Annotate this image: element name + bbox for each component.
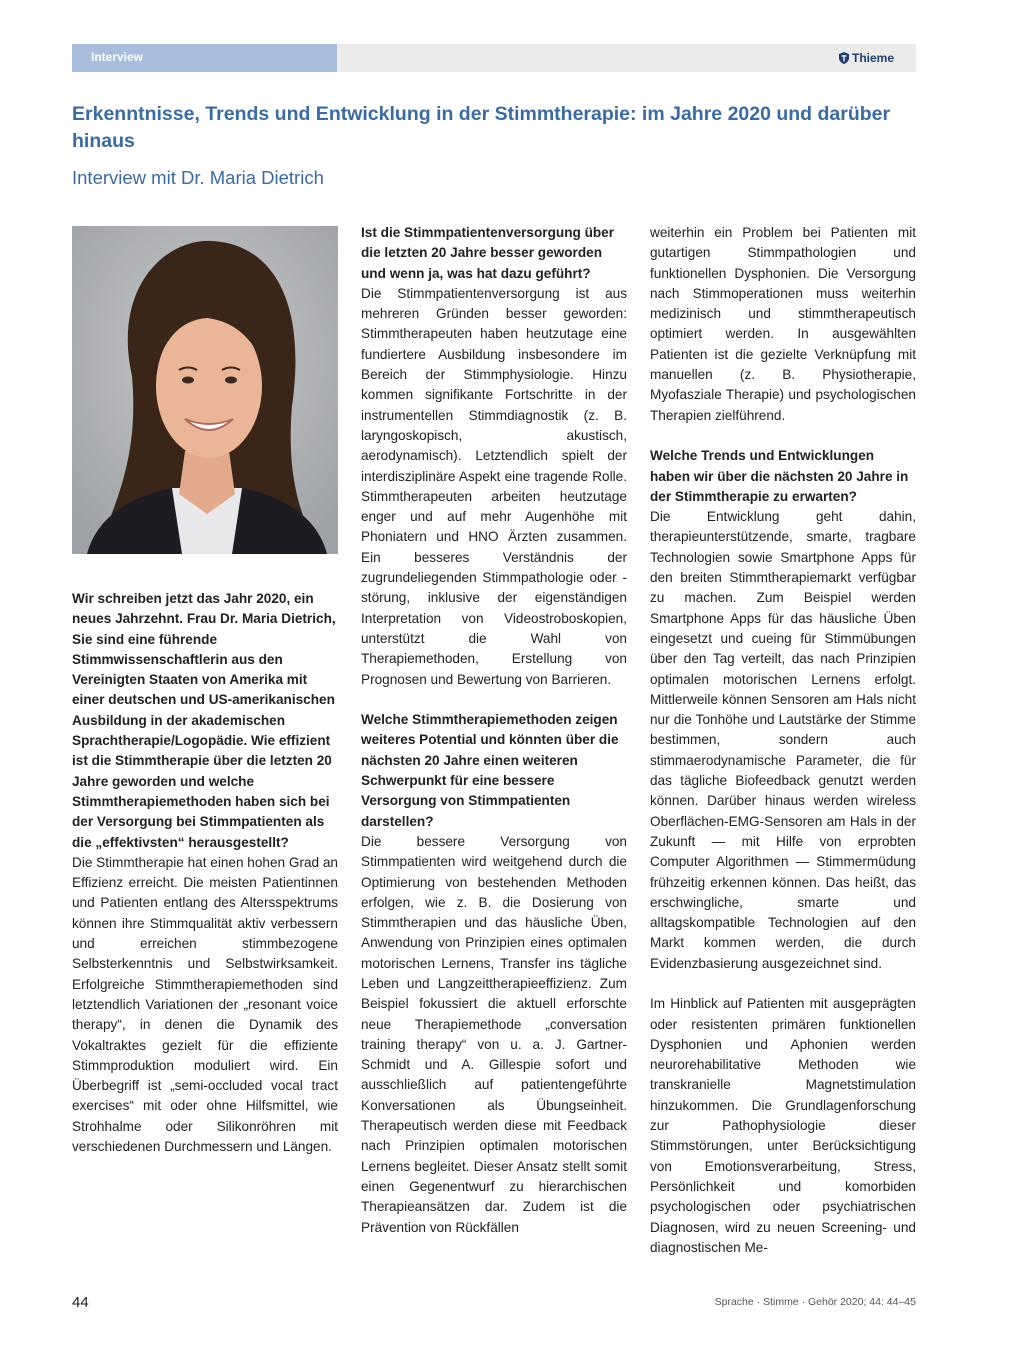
answer-3: Die bessere Versorgung von Stimmpatienten wird weitgehend durch die Optimierung von bestehenden Methoden erfolgen, wie z. B. die Dosierung von Stimmtherapien und das häusliche Üben, Anwendung von Prinzipien eines optimalen motorischen Lernens, Transfer ins tägliche Leben und Langzeittherapieeffizienz. Zum Beispiel fokussiert die aktuell erforschte neue Therapiemethode „conversation training therapy“ von u. a. J. Gartner-Schmidt und A. Gillespie sofort und ausschließlich auf patientengeführte Konversationen als Übungseinheit. Therapeutisch werden diese mit Feedback nach Prinzipien optimalen motorischen Lernens begleitet. Dieser Ansatz stellt somit einen Gegenentwurf zu hierarchischen Therapieansätzen dar. Zudem ist die Prävention von Rückfällen: [361, 833, 627, 1235]
question-3: Welche Stimmtherapiemethoden zeigen weiteres Potential und könnten über die nächsten 20 Jahre einen weiteren Schwerpunkt für eine bessere Versorgung von Stimmpatienten darstellen?: [361, 712, 619, 829]
paragraph-gap: [650, 426, 916, 446]
section-label: Interview: [91, 50, 144, 64]
section-tab: [72, 44, 337, 72]
answer-2: Die Stimmpatientenversorgung ist aus mehreren Gründen besser geworden: Stimmtherapeuten haben heutzutage eine fundiertere Ausbildung insbesondere im Bereich der Stimmphysiologie. Hinzu kommen signifikante Fortschritte in der instrumentellen Stimmdiagnostik (z. B. laryngoskopisch, akustisch, aerodynamisch). Letztendlich spielt der interdisziplinäre Aspekt eine tragende Rolle. Stimmtherapeuten arbeiten heutzutage enger und auf mehr Augenhöhe mit Phoniatern und HNO Ärzten zusammen. Ein besseres Verständnis der zugrundeliegenden Stimmpathologie oder -störung, inklusive der eigenständigen Interpretation von Videostroboskopien, unterstützt die Wahl von Therapiemethoden, Erstellung von Prognosen und Bewertung von Barrieren.: [361, 285, 627, 687]
answer-4: Die Entwicklung geht dahin, therapieunterstützende, smarte, tragbare Technologien sowie Smartphone Apps für den breiten Stimmtherapiemarkt verfügbar zu machen. Zum Beispiel werden Smartphone Apps für das häusliche Üben eingesetzt und cueing für Stimmübungen über den Tag verteilt, das nach Prinzipien optimalen motorischen Lernens erfolgt. Mittlerweile können Sensoren am Hals nicht nur die Tonhöhe und Lautstärke der Stimme bestimmen, sondern auch stimmaerodynamische Parameter, die für das tägliche Biofeedback genutzt werden können. Darüber hinaus werden wireless Oberflächen-EMG-Sensoren am Hals in der Zukunft — mit Hilfe von erprobten Computer Algorithmen — Stimmermüdung frühzeitig erkennen können. Das heißt, das erschwingliche, smarte und alltagskompatible Technologien auf den Markt kommen werden, die durch Evidenzbasierung ausgezeichnet sind.: [650, 509, 916, 971]
publisher-brand: [839, 51, 894, 65]
column-1: [72, 589, 338, 1157]
portrait-photo: [72, 226, 338, 554]
page-number: 44: [72, 1294, 89, 1311]
answer-4-continued: Im Hinblick auf Patienten mit ausgeprägten oder resistenten primären funktionellen Dysphonien und Aphonien werden neurorehabilitative Methoden wie transkranielle Magnetstimulation hinzukommen. Die Grundlagenforschung zur Pathophysiologie dieser Stimmstörungen, unter Berücksichtigung von Emotionsverarbeitung, Stress, Persönlichkeit und komorbiden psychologischen oder psychiatrischen Diagnosen, wird zu neuen Screening- und diagnostischen Me-: [650, 996, 916, 1255]
question-1: Wir schreiben jetzt das Jahr 2020, ein neues Jahrzehnt. Frau Dr. Maria Dietrich, Sie sind eine führende Stimmwissenschaftlerin aus den Vereinigten Staaten von Amerika mit einer deutschen und US-amerikanischen Ausbildung in der akademischen Sprachtherapie/Logopädie. Wie effizient ist die Stimmtherapie über die letzten 20 Jahre geworden und welche Stimmtherapiemethoden haben sich bei der Versorgung bei Stimmpatienten als die „effektivsten“ herausgestellt?: [72, 591, 336, 850]
brand-label: Thieme: [851, 51, 894, 65]
article-title: Erkenntnisse, Trends und Entwicklung in der Stimmtherapie: im Jahre 2020 und darüber hinaus: [72, 103, 891, 152]
journal-citation: Sprache · Stimme · Gehör 2020; 44: 44–45: [714, 1296, 916, 1308]
article-subtitle: Interview mit Dr. Maria Dietrich: [72, 167, 324, 188]
thieme-logo-icon: [839, 52, 849, 64]
paragraph-gap: [361, 690, 627, 710]
paragraph-gap: [650, 974, 916, 994]
answer-3-continued: weiterhin ein Problem bei Patienten mit gutartigen Stimmpathologien und funktionellen Dysphonien. Die Versorgung nach Stimmoperationen muss weiterhin medizinisch und stimmtherapeutisch optimiert werden. In ausgewählten Patienten ist die gezielte Verknüpfung mit manuellen (z. B. Physiotherapie, Myofasziale Therapie) und psychologischen Therapien zielführend.: [650, 225, 916, 423]
column-3: [650, 223, 916, 1258]
column-2: [361, 223, 627, 1238]
question-4: Welche Trends und Entwicklungen haben wir über die nächsten 20 Jahre in der Stimmtherapie zu erwarten?: [650, 448, 909, 504]
answer-1: Die Stimmtherapie hat einen hohen Grad an Effizienz erreicht. Die meisten Patientinnen und Patienten entlang des Altersspektrums können ihre Stimmqualität aktiv verbessern und erreichen stimmbezogene Selbsterkenntnis und Selbstwirksamkeit. Erfolgreiche Stimmtherapiemethoden sind letztendlich Variationen der „resonant voice therapy“, in denen die Dynamik des Vokaltraktes gezielt für die effiziente Stimmproduktion moduliert wird. Ein Überbegriff ist „semi-occluded vocal tract exercises“ mit oder ohne Hilfsmittel, wie Strohhalme oder Silikonröhren mit verschiedenen Durchmessern und Längen.: [72, 854, 338, 1155]
question-2: Ist die Stimmpatientenversorgung über die letzten 20 Jahre besser geworden und wenn ja, was hat dazu geführt?: [361, 225, 615, 281]
header-bar: [72, 44, 916, 72]
